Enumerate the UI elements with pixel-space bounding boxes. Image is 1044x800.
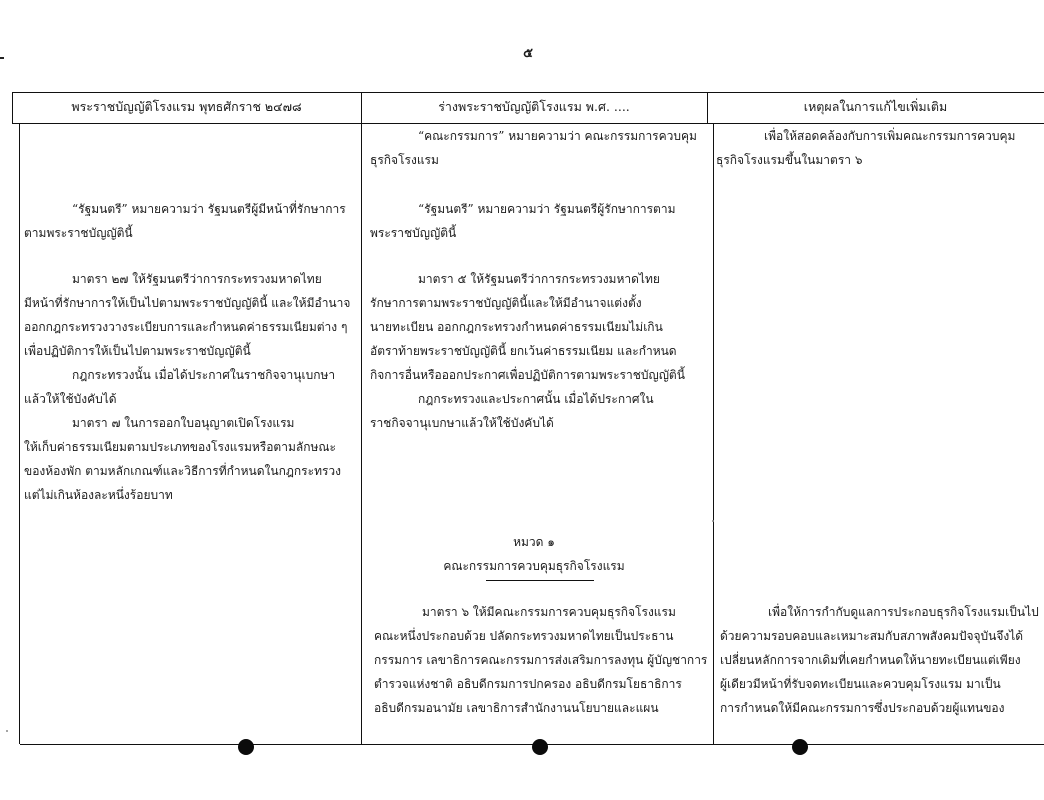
draft-section-5 <box>370 267 685 435</box>
draft-committee-definition <box>370 124 697 172</box>
text-line: “รัฐมนตรี” หมายความว่า รัฐมนตรีผู้รักษาการตาม <box>418 202 676 216</box>
scan-edge-mark <box>0 57 4 59</box>
scan-speck <box>712 520 714 522</box>
text-line: มาตรา ๕ ให้รัฐมนตรีว่าการกระทรวงมหาดไทย <box>418 272 660 286</box>
text-line: เปลี่ยนหลักการจากเดิมที่เคยกำหนดให้นายทะเบียนแต่เพียง <box>720 653 1021 667</box>
old-section-27 <box>24 267 350 411</box>
text-line: ราชกิจจานุเบกษาแล้วให้ใช้บังคับได้ <box>370 416 554 430</box>
reason-committee-definition <box>716 124 1015 172</box>
text-line: เพื่อให้การกำกับดูแลการประกอบธุรกิจโรงแรมเป็นไป <box>768 605 1039 619</box>
chapter-number: หมวด ๑ <box>513 535 555 549</box>
text-line: ตามพระราชบัญญัตินี้ <box>24 226 133 240</box>
table-top-border <box>12 92 1044 93</box>
chapter-title: คณะกรรมการควบคุมธุรกิจโรงแรม <box>443 559 625 573</box>
column-header-reasons: เหตุผลในการแก้ไขเพิ่มเติม <box>803 99 948 114</box>
reason-section-6 <box>720 600 1039 720</box>
page-number: ๕ <box>523 46 533 61</box>
draft-section-6 <box>374 600 707 720</box>
text-line: แล้วให้ใช้บังคับได้ <box>24 392 117 406</box>
text-line: ธุรกิจโรงแรม <box>370 153 439 167</box>
text-line: ผู้เดียวมีหน้าที่รับจดทะเบียนและควบคุมโรงแรม มาเป็น <box>720 677 1001 691</box>
binder-hole-right <box>792 739 808 755</box>
text-line: แต่ไม่เกินห้องละหนึ่งร้อยบาท <box>24 488 173 502</box>
text-line: นายทะเบียน ออกกฎกระทรวงกำหนดค่าธรรมเนียมไม่เกิน <box>370 320 663 334</box>
text-line: กฎกระทรวงนั้น เมื่อได้ประกาศในราชกิจจานุเบกษา <box>72 368 336 382</box>
column-header-draft-law: ร่างพระราชบัญญัติโรงแรม พ.ศ. .... <box>438 99 630 114</box>
text-line: ตำรวจแห่งชาติ อธิบดีกรมการปกครอง อธิบดีกรมโยธาธิการ <box>374 677 682 691</box>
old-minister-definition <box>24 197 346 245</box>
text-line: ธุรกิจโรงแรมขึ้นในมาตรา ๖ <box>716 153 863 167</box>
text-line: “คณะกรรมการ” หมายความว่า คณะกรรมการควบคุม <box>418 129 697 143</box>
text-line: การกำหนดให้มีคณะกรรมการซึ่งประกอบด้วยผู้แทนของ <box>720 701 1005 715</box>
text-line: อัตราท้ายพระราชบัญญัตินี้ ยกเว้นค่าธรรมเนียม และกำหนด <box>370 344 677 358</box>
text-line: มาตรา ๗ ในการออกใบอนุญาตเปิดโรงแรม <box>72 416 295 430</box>
text-line: “รัฐมนตรี” หมายความว่า รัฐมนตรีผู้มีหน้าที่รักษาการ <box>72 202 346 216</box>
draft-minister-definition <box>370 197 676 245</box>
text-line: มีหน้าที่รักษาการให้เป็นไปตามพระราชบัญญัตินี้ และให้มีอำนาจ <box>24 296 351 310</box>
text-line: มาตรา ๖ ให้มีคณะกรรมการควบคุมธุรกิจโรงแรม <box>422 605 676 619</box>
binder-hole-left <box>238 739 254 755</box>
text-line: ให้เก็บค่าธรรมเนียมตามประเภทของโรงแรมหรือตามลักษณะ <box>24 440 336 454</box>
column-divider-2-lower <box>713 123 714 744</box>
text-line: เพื่อปฏิบัติการให้เป็นไปตามพระราชบัญญัตินี้ <box>24 344 251 358</box>
text-line: กิจการอื่นหรือออกประกาศเพื่อปฏิบัติการตามพระราชบัญญัตินี้ <box>370 368 685 382</box>
chapter-title-underline <box>486 580 594 581</box>
column-header-old-law: พระราชบัญญัติโรงแรม พุทธศักราช ๒๔๗๘ <box>71 99 302 114</box>
text-line: คณะหนึ่งประกอบด้วย ปลัดกระทรวงมหาดไทยเป็นประธาน <box>374 629 674 643</box>
text-line: พระราชบัญญัตินี้ <box>370 226 457 240</box>
text-line: มาตรา ๒๗ ให้รัฐมนตรีว่าการกระทรวงมหาดไทย <box>72 272 322 286</box>
text-line: ของห้องพัก ตามหลักเกณฑ์และวิธีการที่กำหนดในกฎกระทรวง <box>24 464 342 478</box>
text-line: กรรมการ เลขาธิการคณะกรรมการส่งเสริมการลงทุน ผู้บัญชาการ <box>374 653 708 667</box>
binder-hole-center <box>532 739 548 755</box>
old-section-7 <box>24 411 341 507</box>
text-line: ออกกฎกระทรวงวางระเบียบการและกำหนดค่าธรรมเนียมต่าง ๆ <box>24 320 348 334</box>
text-line: เพื่อให้สอดคล้องกับการเพิ่มคณะกรรมการควบคุม <box>764 129 1016 143</box>
table-left-border-lower <box>19 123 20 744</box>
text-line: รักษาการตามพระราชบัญญัตินี้และให้มีอำนาจแต่งตั้ง <box>370 296 642 310</box>
text-line: อธิบดีกรมอนามัย เลขาธิการสำนักงานนโยบายและแผน <box>374 701 659 715</box>
column-divider-1 <box>361 92 362 744</box>
chapter-heading <box>361 530 707 578</box>
scan-speck <box>6 730 8 732</box>
text-line: ด้วยความรอบคอบและเหมาะสมกับสภาพสังคมปัจจุบันจึงได้ <box>720 629 1024 643</box>
text-line: กฎกระทรวงและประกาศนั้น เมื่อได้ประกาศใน <box>418 392 654 406</box>
